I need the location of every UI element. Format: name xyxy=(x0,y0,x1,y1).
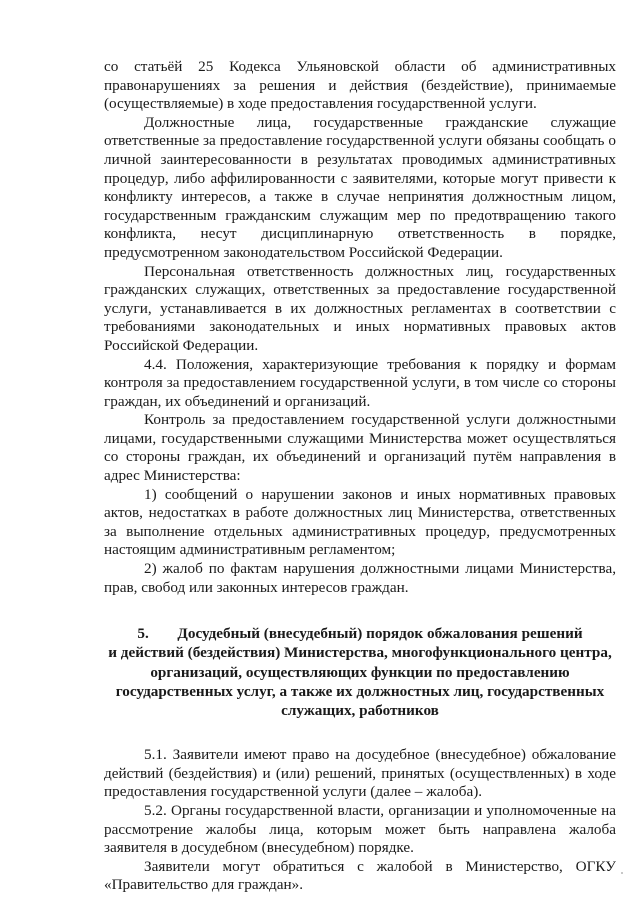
paragraph: Заявители могут обратиться с жалобой в Министерство, ОГКУ «Правительство для граждан». xyxy=(104,857,616,894)
scan-speck xyxy=(621,872,623,874)
paragraph: со статьёй 25 Кодекса Ульяновской области об административных правонарушениях за решения и действия (бездействие), принимаемые (осуществляемые) в ходе предоставления государственной услуги. xyxy=(104,58,616,113)
paragraph: Персональная ответственность должностных лиц, государственных гражданских служащих, ответственных за предоставление государственной услуги, устанавливается в их должностных регламентах в соответствии с требованиями законодательных и иных нормативных правовых актов Российской Федерации. xyxy=(104,262,616,354)
paragraph: 5.2. Органы государственной власти, организации и уполномоченные на рассмотрение жалобы лица, которым может быть направлена жалоба заявителя в досудебном (внесудебном) порядке. xyxy=(104,802,616,857)
section-title-line1: Досудебный (внесудебный) порядок обжалования решений xyxy=(177,625,583,643)
section-heading xyxy=(104,624,616,720)
section-number: 5. xyxy=(137,625,149,643)
paragraph: Контроль за предоставлением государственной услуги должностными лицами, государственными служащими Министерства может осуществляться со стороны граждан, их объединений и организаций путём направления в адрес Министерства: xyxy=(104,411,616,485)
paragraph: 2) жалоб по фактам нарушения должностными лицами Министерства, прав, свобод или законных интересов граждан. xyxy=(104,560,616,596)
paragraph: 5.1. Заявители имеют право на досудебное (внесудебное) обжалование действий (бездействия) и (или) решений, принятых (осуществленных) в ходе предоставления государственной услуги (далее – жалоба). xyxy=(104,746,616,801)
section-title-rest: и действий (бездействия) Министерства, многофункционального центра, организаций, осуществляющих функции по предоставлению государственных услуг, а также их должностных лиц, государственных служащих, работников xyxy=(108,644,612,720)
paragraph: 1) сообщений о нарушении законов и иных нормативных правовых актов, недостатках в работе должностных лиц Министерства, ответственных за выполнение отдельных административных процедур, предусмотренных настоящим административным регламентом; xyxy=(104,485,616,559)
text-column xyxy=(104,58,616,895)
paragraph: Должностные лица, государственные гражданские служащие ответственные за предоставление государственной услуги обязаны сообщать о личной заинтересованности в результатах проводимых административных процедур, либо аффилированности с заявителями, которые могут привести к конфликту интересов, а также в случае непринятия должностным лицом, государственным гражданским служащим мер по предотвращению такого конфликта, несут дисциплинарную ответственность в порядке, предусмотренном законодательством Российской Федерации. xyxy=(104,113,616,261)
paragraph: 4.4. Положения, характеризующие требования к порядку и формам контроля за предоставлением государственной услуги, в том числе со стороны граждан, их объединений и организаций. xyxy=(104,355,616,410)
